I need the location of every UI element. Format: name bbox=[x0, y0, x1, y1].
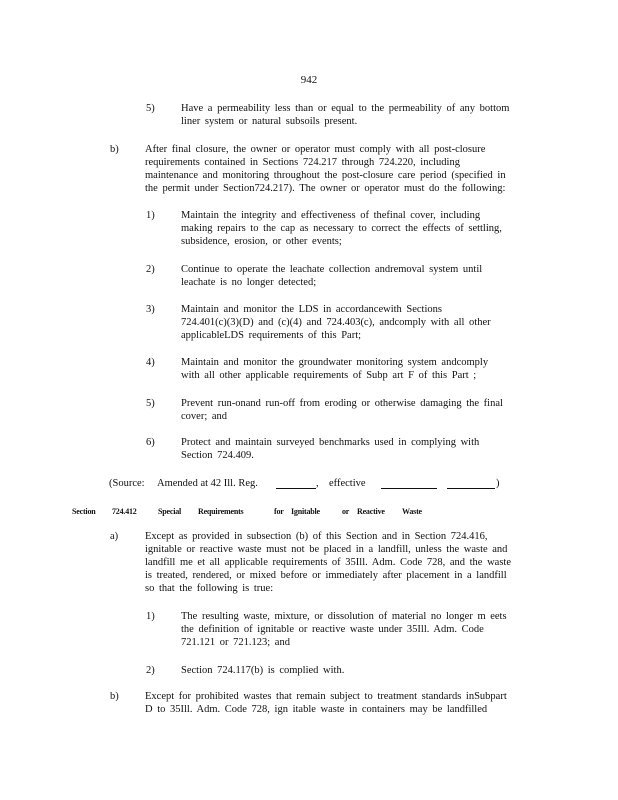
text-line: Except for prohibited wastes that remain subject to treatment standards inSubpart bbox=[145, 691, 507, 702]
item-text bbox=[181, 263, 529, 289]
section-title-word: or bbox=[342, 507, 350, 516]
blank-date-2 bbox=[447, 477, 495, 489]
item-label: 1) bbox=[146, 210, 155, 221]
text-line: making repairs to the cap as necessary to correct the effects of settling, bbox=[181, 223, 502, 234]
text-line: ignitable or reactive waste must not be placed in a landfill, unless the waste and bbox=[145, 544, 508, 555]
source-amended: Amended at 42 Ill. Reg. bbox=[157, 478, 258, 489]
section-number: 724.412 bbox=[112, 507, 137, 516]
paragraph-label: b) bbox=[110, 144, 119, 155]
page-number: 942 bbox=[300, 74, 318, 86]
paragraph-label: a) bbox=[110, 531, 119, 542]
text-line: subsidence, erosion, or other events; bbox=[181, 236, 342, 247]
item-text bbox=[181, 303, 529, 342]
source-comma: , bbox=[316, 478, 319, 489]
item-label: 5) bbox=[146, 398, 155, 409]
item-text bbox=[181, 664, 527, 677]
text-line: landfill me et all applicable requirements of 35Ill. Adm. Code 728, and the waste bbox=[145, 557, 511, 568]
paragraph-label: b) bbox=[110, 691, 119, 702]
item-label: 6) bbox=[146, 437, 155, 448]
text-line: Except as provided in subsection (b) of this Section and in Section 724.416, bbox=[145, 531, 488, 542]
text-line: so that the following is true: bbox=[145, 583, 274, 594]
item-label: 1) bbox=[146, 611, 155, 622]
section-title-word: Requirements bbox=[198, 507, 244, 516]
blank-date-1 bbox=[381, 477, 437, 489]
text-line: Section 724.409. bbox=[181, 450, 254, 461]
text-line: cover; and bbox=[181, 411, 228, 422]
text-line: D to 35Ill. Adm. Code 728, ign itable waste in containers may be landfilled bbox=[145, 704, 488, 715]
text-line: The resulting waste, mixture, or dissolution of material no longer m eets bbox=[181, 611, 507, 622]
item-label: 4) bbox=[146, 357, 155, 368]
item-text bbox=[181, 436, 529, 462]
item-label: 2) bbox=[146, 264, 155, 275]
paragraph-text bbox=[145, 530, 529, 595]
item-text bbox=[181, 209, 529, 248]
item-label: 2) bbox=[146, 665, 155, 676]
text-line: Continue to operate the leachate collection andremoval system until bbox=[181, 264, 483, 275]
section-title-word: Ignitable bbox=[291, 507, 320, 516]
item-label: 3) bbox=[146, 304, 155, 315]
paragraph-text bbox=[145, 690, 537, 716]
text-line: Have a permeability less than or equal to the permeability of any bottom bbox=[181, 103, 510, 114]
text-line: leachate is no longer detected; bbox=[181, 277, 317, 288]
text-line: Prevent run-onand run-off from eroding or otherwise damaging the final bbox=[181, 398, 503, 409]
item-label: 5) bbox=[146, 103, 155, 114]
text-line: the permit under Section724.217). The owner or operator must do the following: bbox=[145, 183, 506, 194]
item-text bbox=[181, 102, 525, 128]
section-title-word: Reactive bbox=[357, 507, 385, 516]
text-line: Maintain and monitor the groundwater monitoring system andcomply bbox=[181, 357, 489, 368]
text-line: Section 724.117(b) is complied with. bbox=[181, 665, 345, 676]
blank-volume bbox=[276, 477, 316, 489]
text-line: maintenance and monitoring throughout the post-closure care period (specified in bbox=[145, 170, 506, 181]
item-text bbox=[181, 356, 529, 382]
text-line: requirements contained in Sections 724.217 through 724.220, including bbox=[145, 157, 460, 168]
text-line: with all other applicable requirements of Subp art F of this Part ; bbox=[181, 370, 477, 381]
text-line: is treated, rendered, or mixed before or immediately after placement in a landfill bbox=[145, 570, 507, 581]
section-title-word: for bbox=[274, 507, 284, 516]
section-title-word: Waste bbox=[402, 507, 422, 516]
source-prefix: (Source: bbox=[109, 478, 145, 489]
source-effective: effective bbox=[329, 478, 366, 489]
text-line: liner system or natural subsoils present. bbox=[181, 116, 358, 127]
section-title-word: Special bbox=[158, 507, 182, 516]
item-text bbox=[181, 397, 529, 423]
text-line: Maintain the integrity and effectiveness of thefinal cover, including bbox=[181, 210, 481, 221]
text-line: Protect and maintain surveyed benchmarks used in complying with bbox=[181, 437, 480, 448]
text-line: 724.401(c)(3)(D) and (c)(4) and 724.403(c), andcomply with all other bbox=[181, 317, 491, 328]
item-text bbox=[181, 610, 527, 649]
source-close: ) bbox=[496, 478, 500, 489]
text-line: Maintain and monitor the LDS in accordancewith Sections bbox=[181, 304, 442, 315]
text-line: the definition of ignitable or reactive waste under 35Ill. Adm. Code bbox=[181, 624, 484, 635]
paragraph-text bbox=[145, 143, 537, 195]
text-line: applicableLDS requirements of this Part; bbox=[181, 330, 362, 341]
section-word: Section bbox=[72, 507, 96, 516]
text-line: After final closure, the owner or operator must comply with all post-closure bbox=[145, 144, 486, 155]
text-line: 721.121 or 721.123; and bbox=[181, 637, 290, 648]
